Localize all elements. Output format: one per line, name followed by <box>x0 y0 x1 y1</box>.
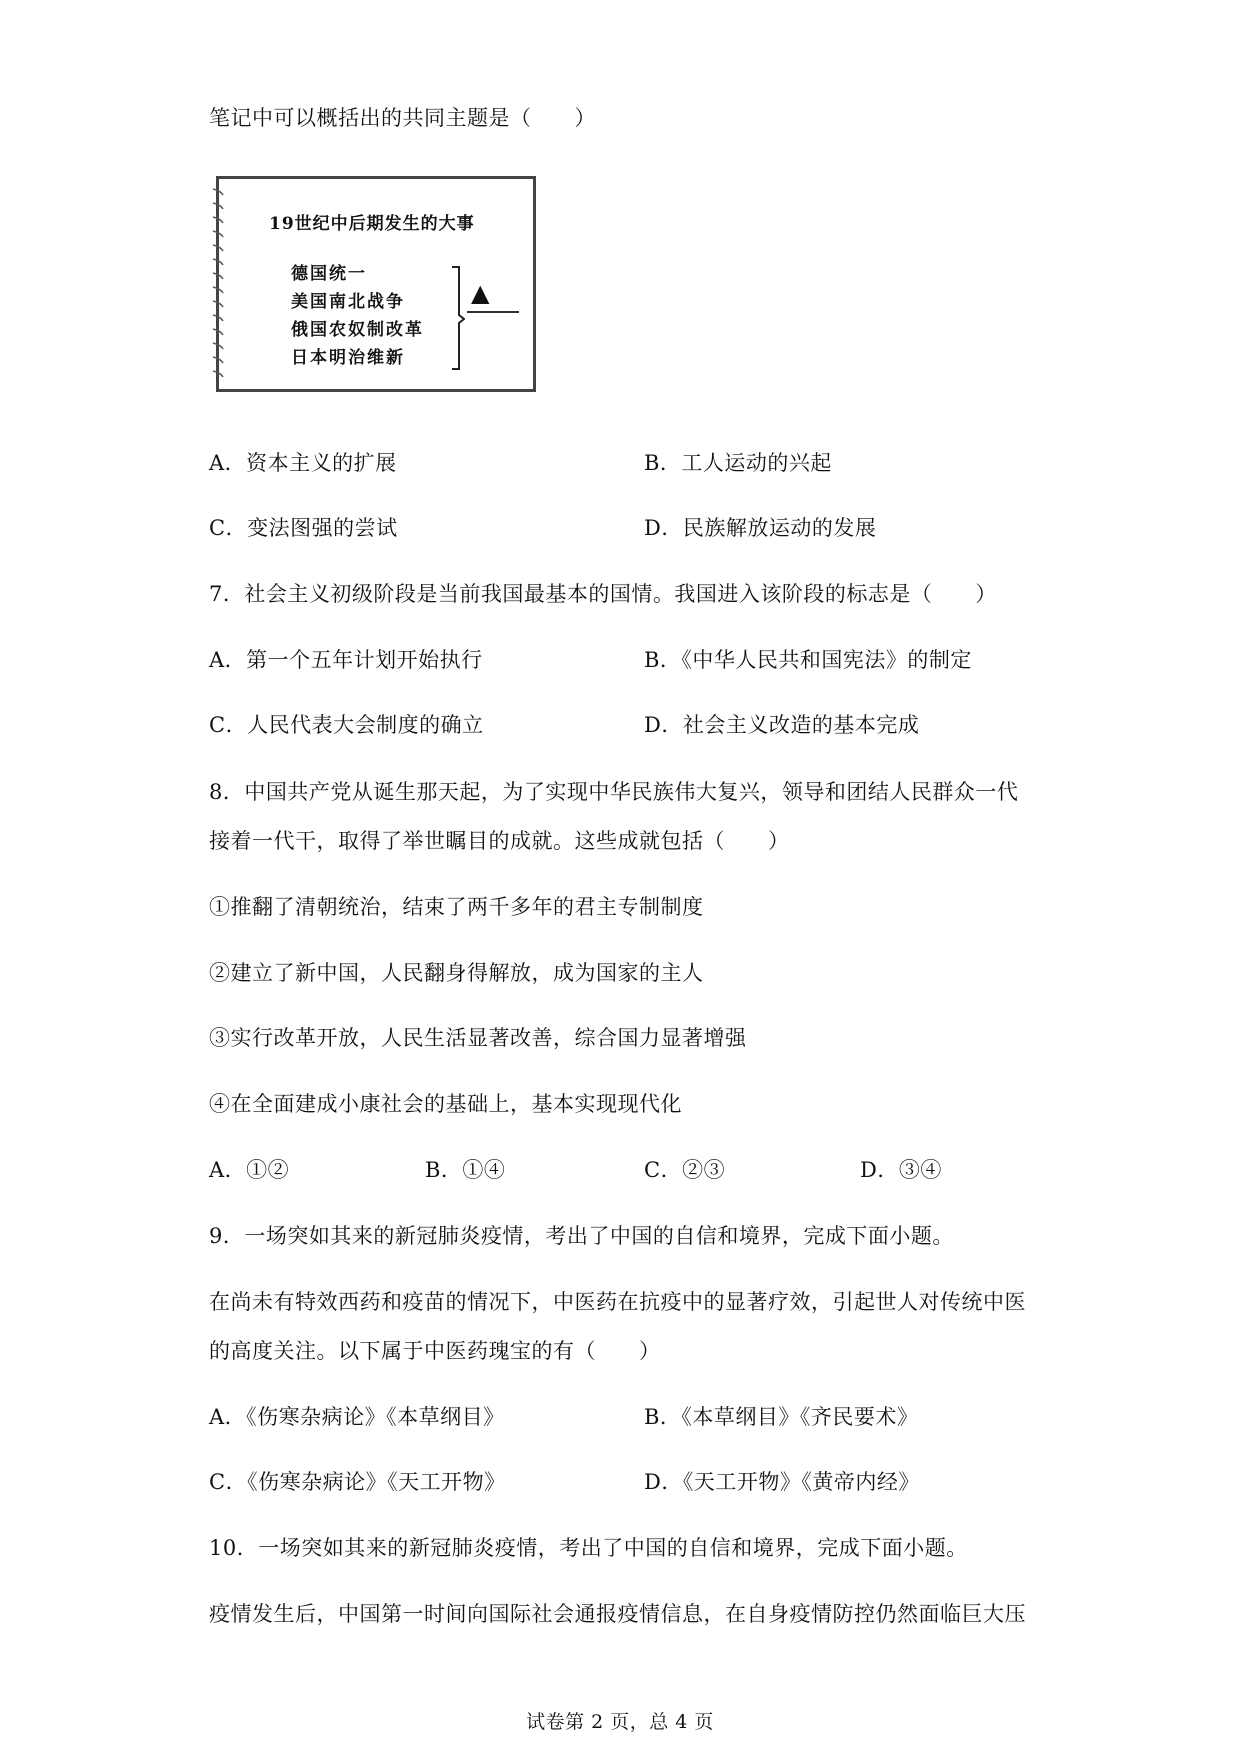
blank-triangle-marker: ▲ <box>471 279 490 307</box>
q9-sub-line1: 在尚未有特效西药和疫苗的情况下，中医药在抗疫中的显著疗效，引起世人对传统中医 <box>209 1290 1026 1314</box>
answer-blank-line <box>467 311 519 313</box>
notebook-item: 日本明治维新 <box>291 348 405 368</box>
page-footer: 试卷第 2 页，总 4 页 <box>526 1711 714 1733</box>
q9-option-a: A．《伤寒杂病论》《本草纲目》 <box>209 1405 505 1429</box>
q9-stem: 9．一场突如其来的新冠肺炎疫情，考出了中国的自信和境界，完成下面小题。 <box>209 1224 954 1248</box>
q8-stem-line1: 8．中国共产党从诞生那天起，为了实现中华民族伟大复兴，领导和团结人民群众一代 <box>209 780 1019 804</box>
q10-sub-line1: 疫情发生后，中国第一时间向国际社会通报疫情信息，在自身疫情防控仍然面临巨大压 <box>209 1602 1026 1626</box>
q8-statement-2: ②建立了新中国，人民翻身得解放，成为国家的主人 <box>209 961 704 985</box>
q8-option-c: C．②③ <box>644 1158 726 1182</box>
q6-option-c: C．变法图强的尝试 <box>209 516 398 540</box>
right-brace-icon <box>451 265 465 371</box>
q9-option-d: D．《天工开物》《黄帝内经》 <box>644 1470 920 1494</box>
q9-sub-line2: 的高度关注。以下属于中医药瑰宝的有（ ） <box>209 1339 661 1363</box>
q8-option-d: D．③④ <box>860 1158 942 1182</box>
notebook-title: 19世纪中后期发生的大事 <box>269 214 475 234</box>
q8-option-b: B．①④ <box>425 1158 506 1182</box>
q7-option-a: A．第一个五年计划开始执行 <box>209 648 483 672</box>
notebook-item: 俄国农奴制改革 <box>291 320 424 340</box>
q7-option-d: D．社会主义改造的基本完成 <box>644 713 920 737</box>
q8-option-a: A．①② <box>209 1158 290 1182</box>
notebook-item: 德国统一 <box>291 264 367 284</box>
q10-stem: 10．一场突如其来的新冠肺炎疫情，考出了中国的自信和境界，完成下面小题。 <box>209 1536 968 1560</box>
q9-option-c: C．《伤寒杂病论》《天工开物》 <box>209 1470 506 1494</box>
q7-option-c: C．人民代表大会制度的确立 <box>209 713 484 737</box>
notebook-figure <box>216 176 536 392</box>
q8-stem-line2: 接着一代干，取得了举世瞩目的成就。这些成就包括（ ） <box>209 829 790 853</box>
q8-statement-3: ③实行改革开放，人民生活显著改善，综合国力显著增强 <box>209 1026 747 1050</box>
spiral-binding-icon <box>211 183 225 391</box>
q8-statement-4: ④在全面建成小康社会的基础上，基本实现现代化 <box>209 1092 682 1116</box>
q7-option-b: B．《中华人民共和国宪法》的制定 <box>644 648 972 672</box>
q6-option-b: B．工人运动的兴起 <box>644 451 832 475</box>
q6-option-a: A．资本主义的扩展 <box>209 451 397 475</box>
q8-statement-1: ①推翻了清朝统治，结束了两千多年的君主专制制度 <box>209 895 704 919</box>
q7-stem: 7．社会主义初级阶段是当前我国最基本的国情。我国进入该阶段的标志是（ ） <box>209 582 997 606</box>
notebook-item: 美国南北战争 <box>291 292 405 312</box>
q6-option-d: D．民族解放运动的发展 <box>644 516 877 540</box>
q9-option-b: B．《本草纲目》《齐民要术》 <box>644 1405 919 1429</box>
q6-stem: 笔记中可以概括出的共同主题是（ ） <box>209 106 596 130</box>
